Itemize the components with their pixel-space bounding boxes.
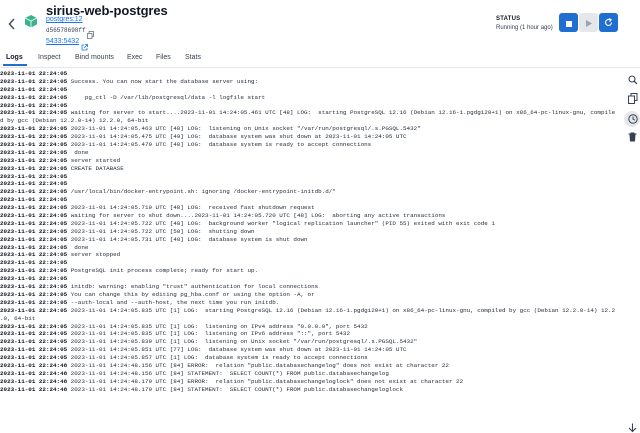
log-line [0, 267, 620, 275]
log-timestamp: 2023-11-01 22:24:05 [0, 306, 68, 314]
log-timestamp: 2023-11-01 22:24:05 [0, 156, 68, 164]
tab-bar [0, 51, 640, 68]
start-button[interactable] [579, 13, 598, 32]
log-line [0, 291, 620, 299]
log-line-continuation: .0, 64-bit [0, 314, 36, 322]
log-message: pg_ctl -D /var/lib/postgresql/data -l logfile start [70, 93, 266, 101]
log-message: 2023-11-01 14:24:05.835 UTC [1] LOG: listening on IPv4 address "0.0.0.0", port 5432 [70, 322, 368, 330]
log-message: 2023-11-01 14:24:05.722 UTC [48] LOG: background worker "logical replication launcher" (PID 55) exited with exit code 1 [70, 219, 495, 227]
log-timestamp: 2023-11-01 22:24:05 [0, 259, 68, 267]
log-line [0, 307, 620, 315]
log-line [0, 70, 620, 78]
log-line [0, 109, 620, 117]
log-line [0, 78, 620, 86]
log-message: 2023-11-01 14:24:05.719 UTC [48] LOG: received fast shutdown request [70, 204, 315, 212]
log-message: initdb: warning: enabling "trust" authentication for local connections [70, 283, 319, 291]
image-link[interactable]: postgres:12 [46, 16, 83, 23]
container-id: d56578698ff [46, 27, 86, 34]
scroll-down-icon[interactable] [627, 422, 638, 433]
log-line [0, 362, 620, 370]
play-icon [586, 14, 592, 32]
log-message: 2023-11-01 14:24:05.839 UTC [1] LOG: listening on Unix socket "/var/run/postgresql/.s.PGSQL.5432" [70, 338, 418, 346]
trash-icon[interactable] [627, 131, 638, 142]
container-title: sirius-web-postgres [46, 3, 168, 18]
log-line [0, 283, 620, 291]
clock-icon[interactable] [627, 113, 638, 124]
chevron-left-icon[interactable] [8, 17, 20, 33]
log-line [0, 125, 620, 133]
tab-inspect[interactable]: Inspect [38, 54, 61, 61]
log-line [0, 338, 620, 346]
log-message: /usr/local/bin/docker-entrypoint.sh: ignoring /docker-entrypoint-initdb.d/* [70, 188, 336, 196]
log-timestamp: 2023-11-01 22:24:05 [0, 227, 68, 235]
log-message: --auth-local and --auth-host, the next time you run initdb. [70, 298, 280, 306]
cube-icon [24, 14, 38, 28]
tab-bind-mounts[interactable]: Bind mounts [75, 54, 114, 61]
stop-button[interactable] [559, 13, 578, 32]
log-line [0, 259, 620, 267]
log-message: waiting for server to start....2023-11-01 14:24:05.461 UTC [48] LOG: starting PostgreSQL 12.16 (Debian 12.16-1.pgdg120+1) on x86_64-pc-linux-gnu, compile [70, 109, 616, 117]
log-timestamp: 2023-11-01 22:24:05 [0, 346, 68, 354]
log-timestamp: 2023-11-01 22:24:05 [0, 148, 68, 156]
log-message: 2023-11-01 14:24:05.835 UTC [1] LOG: listening on IPv6 address "::", port 5432 [70, 330, 350, 338]
log-message: 2023-11-01 14:24:05.722 UTC [50] LOG: shutting down [70, 227, 255, 235]
log-line [0, 102, 620, 110]
log-timestamp: 2023-11-01 22:24:05 [0, 330, 68, 338]
log-line [0, 370, 620, 378]
log-message: done [70, 243, 89, 251]
log-line [0, 188, 620, 196]
log-message: 2023-11-01 14:24:05.479 UTC [48] LOG: database system is ready to accept connections [70, 141, 372, 149]
log-timestamp: 2023-11-01 22:24:05 [0, 275, 68, 283]
log-message: 2023-11-01 14:24:48.156 UTC [84] STATEMENT: SELECT COUNT(*) FROM public.databasechangelog [70, 369, 389, 377]
log-timestamp: 2023-11-01 22:24:05 [0, 109, 68, 117]
log-line [0, 236, 620, 244]
log-message: 2023-11-01 14:24:05.835 UTC [1] LOG: starting PostgreSQL 12.16 (Debian 12.16-1.pgdg120+1) on x86_64-pc-linux-gnu, compiled by gcc (Debian 12.2.0-14) 12.2 [70, 306, 616, 314]
log-timestamp: 2023-11-01 22:24:05 [0, 283, 68, 291]
log-line [0, 196, 620, 204]
log-line [0, 86, 620, 94]
log-line [0, 354, 620, 362]
log-line [0, 94, 620, 102]
log-message: 2023-11-01 14:24:48.179 UTC [84] STATEMENT: SELECT COUNT(*) FROM public.databasechangeloglock [70, 385, 404, 393]
tab-stats[interactable]: Stats [185, 54, 201, 61]
log-timestamp: 2023-11-01 22:24:05 [0, 77, 68, 85]
status-label: STATUS [496, 16, 521, 22]
copy-icon[interactable] [627, 93, 638, 104]
log-line [0, 330, 620, 338]
log-timestamp: 2023-11-01 22:24:05 [0, 267, 68, 275]
log-message: PostgreSQL init process complete; ready for start up. [70, 267, 259, 275]
external-link-icon[interactable] [81, 38, 88, 45]
log-line [0, 275, 620, 283]
log-line [0, 346, 620, 354]
log-timestamp: 2023-11-01 22:24:05 [0, 219, 68, 227]
log-timestamp: 2023-11-01 22:24:05 [0, 70, 68, 77]
restart-icon [604, 14, 613, 32]
log-message: CREATE DATABASE [70, 164, 124, 172]
log-message: Success. You can now start the database server using: [70, 77, 259, 85]
log-timestamp: 2023-11-01 22:24:05 [0, 141, 68, 149]
log-timestamp: 2023-11-01 22:24:05 [0, 322, 68, 330]
log-message: You can change this by editing pg_hba.conf or using the option -A, or [70, 290, 315, 298]
log-line [0, 173, 620, 181]
log-timestamp: 2023-11-01 22:24:05 [0, 204, 68, 212]
log-line [0, 180, 620, 188]
log-message: 2023-11-01 14:24:05.463 UTC [48] LOG: listening on Unix socket "/var/run/postgresql/.s.PGSQL.5432" [70, 125, 421, 133]
log-message: 2023-11-01 14:24:48.179 UTC [84] ERROR: relation "public.databasechangeloglock" does not exist at character 22 [70, 377, 464, 385]
log-timestamp: 2023-11-01 22:24:05 [0, 338, 68, 346]
log-line [0, 204, 620, 212]
log-timestamp: 2023-11-01 22:24:48 [0, 361, 68, 369]
log-line [0, 299, 620, 307]
status-value: Running (1 hour ago) [496, 25, 553, 31]
log-line [0, 141, 620, 149]
log-line [0, 212, 620, 220]
log-timestamp: 2023-11-01 22:24:05 [0, 101, 68, 109]
log-line [0, 251, 620, 259]
log-line [0, 228, 620, 236]
log-timestamp: 2023-11-01 22:24:05 [0, 172, 68, 180]
log-timestamp: 2023-11-01 22:24:05 [0, 133, 68, 141]
tab-exec[interactable]: Exec [127, 54, 143, 61]
restart-button[interactable] [599, 13, 618, 32]
log-line [0, 386, 620, 394]
log-message: server started [70, 156, 121, 164]
log-line [0, 378, 620, 386]
port-link[interactable]: 5433:5432 [46, 38, 80, 45]
log-line [0, 157, 620, 165]
log-message: 2023-11-01 14:24:48.156 UTC [84] ERROR: relation "public.databasechangelog" does not exist at character 22 [70, 361, 449, 369]
copy-icon[interactable] [87, 26, 94, 34]
search-icon[interactable] [627, 74, 638, 85]
log-timestamp: 2023-11-01 22:24:48 [0, 385, 68, 393]
tab-logs[interactable]: Logs [6, 54, 23, 61]
log-timestamp: 2023-11-01 22:24:48 [0, 369, 68, 377]
log-line [0, 165, 620, 173]
log-message: done [70, 148, 89, 156]
log-timestamp: 2023-11-01 22:24:05 [0, 85, 68, 93]
container-header [0, 0, 640, 50]
log-timestamp: 2023-11-01 22:24:05 [0, 212, 68, 220]
log-timestamp: 2023-11-01 22:24:05 [0, 188, 68, 196]
log-message: 2023-11-01 14:24:05.857 UTC [1] LOG: database system is ready to accept connections [70, 354, 368, 362]
active-tab-indicator [3, 64, 27, 66]
stop-icon [566, 14, 572, 32]
log-message: 2023-11-01 14:24:05.851 UTC [77] LOG: database system was shut down at 2023-11-01 14:24:05 UTC [70, 346, 407, 354]
log-message: 2023-11-01 14:24:05.475 UTC [49] LOG: database system was shut down at 2023-11-01 14:24:05 UTC [70, 133, 407, 141]
log-timestamp: 2023-11-01 22:24:05 [0, 164, 68, 172]
log-timestamp: 2023-11-01 22:24:05 [0, 354, 68, 362]
log-output[interactable] [0, 70, 620, 433]
log-line [0, 133, 620, 141]
log-timestamp: 2023-11-01 22:24:05 [0, 125, 68, 133]
log-timestamp: 2023-11-01 22:24:05 [0, 290, 68, 298]
log-timestamp: 2023-11-01 22:24:05 [0, 243, 68, 251]
log-timestamp: 2023-11-01 22:24:05 [0, 93, 68, 101]
log-timestamp: 2023-11-01 22:24:48 [0, 377, 68, 385]
log-message: waiting for server to shut down....2023-11-01 14:24:05.720 UTC [48] LOG: aborting any active transactions [70, 212, 446, 220]
tab-files[interactable]: Files [156, 54, 171, 61]
log-message: 2023-11-01 14:24:05.731 UTC [48] LOG: database system is shut down [70, 235, 308, 243]
log-timestamp: 2023-11-01 22:24:05 [0, 196, 68, 204]
log-timestamp: 2023-11-01 22:24:05 [0, 298, 68, 306]
log-line [0, 149, 620, 157]
log-line [0, 323, 620, 331]
log-message: server stopped [70, 251, 121, 259]
log-line [0, 244, 620, 252]
log-timestamp: 2023-11-01 22:24:05 [0, 251, 68, 259]
log-line [0, 220, 620, 228]
log-timestamp: 2023-11-01 22:24:05 [0, 180, 68, 188]
log-line-continuation: d by gcc (Debian 12.2.0-14) 12.2.0, 64-bit [0, 117, 149, 125]
log-timestamp: 2023-11-01 22:24:05 [0, 235, 68, 243]
